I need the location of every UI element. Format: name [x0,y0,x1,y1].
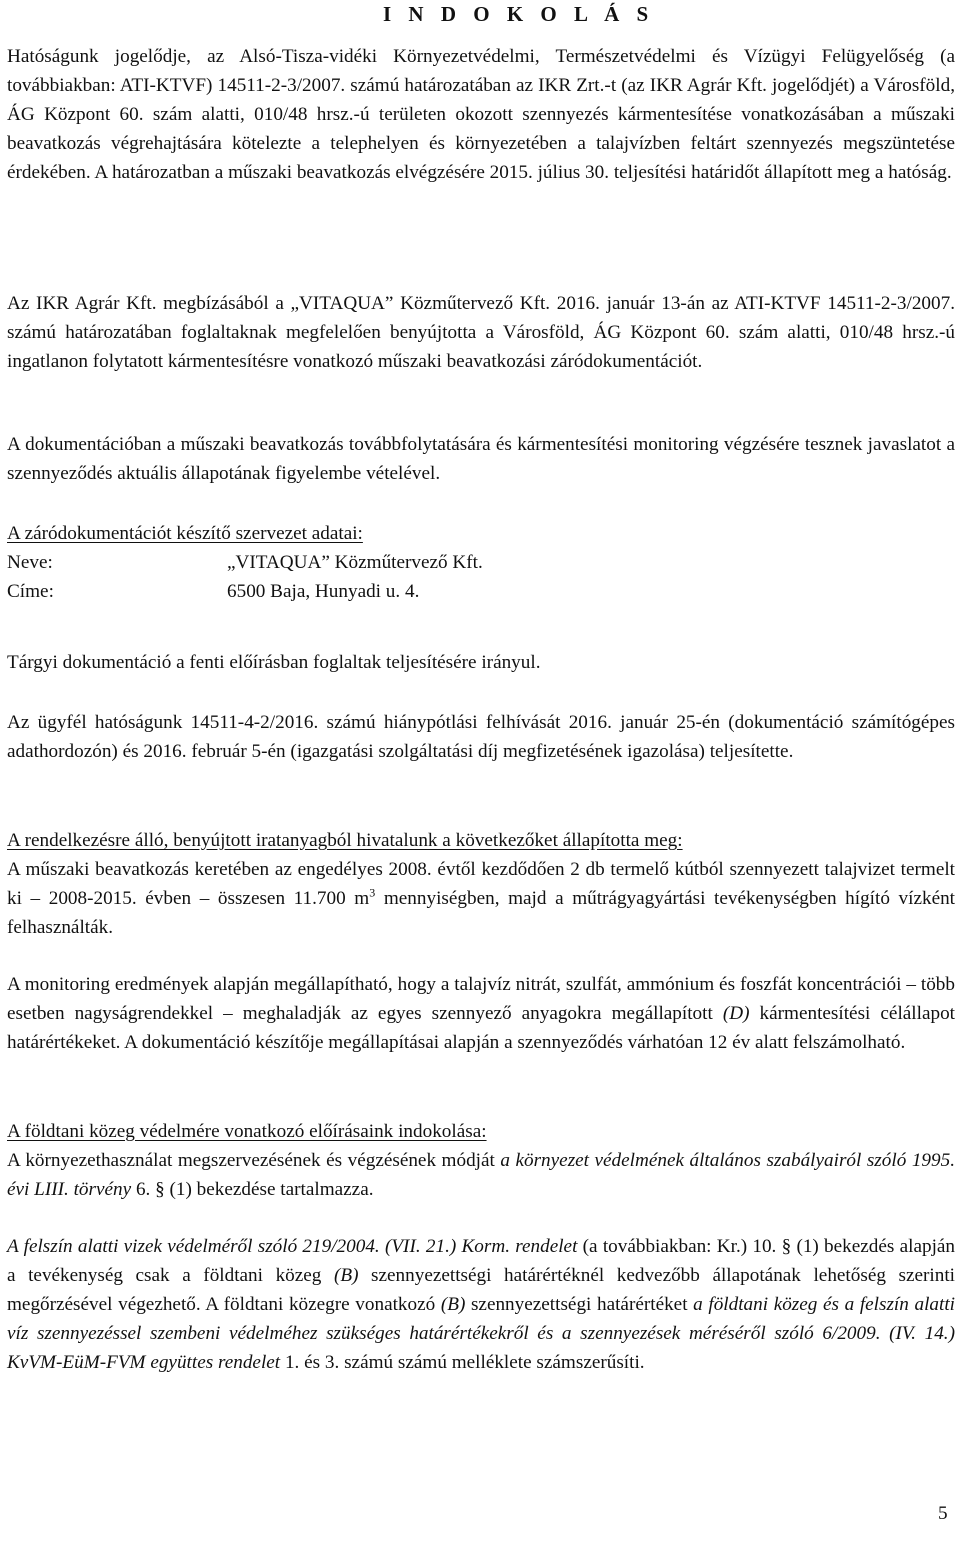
org-name-label: Neve: [7,552,53,573]
law1-text-b: a környezet védelmének általános szabályairól szóló 1995. évi LIII. törvény [7,1150,955,1200]
findings-title: A rendelkezésre álló, benyújtott iratanyagból hivatalunk a következőket állapította meg: [7,830,683,851]
org-block [7,519,955,606]
paragraph-monitoring [7,970,955,1057]
org-address-value: 6500 Baja, Hunyadi u. 4. [227,581,420,602]
findings-block [7,826,955,942]
monitoring-text-b: (D) [722,1003,750,1024]
paragraph-submission: Az IKR Agrár Kft. megbízásából a „VITAQUA” Közműtervező Kft. 2016. január 13-án az ATI-KTVF 14511-2-3/2007. számú határozatában foglaltaknak megfelelően benyújtotta a Városföld, ÁG Központ 60. szám alatti, 010/48 hrsz.-ú ingatlanon folytatott kármentesítésre vonatkozó műszaki beavatkozási záródokumentációt. [7,293,955,372]
org-address-label: Címe: [7,581,54,602]
law2-text-f: szennyezettségi határértéket [465,1294,694,1315]
monitoring-text-a: A monitoring eredmények alapján megállapítható, hogy a talajvíz nitrát, szulfát, ammónium és foszfát koncentrációi – több esetben nagyságrendekkel – meghaladják az egyes szennyező anyagokra megállapított [7,974,955,1024]
org-name-value: „VITAQUA” Közműtervező Kft. [227,552,483,573]
law2-text-c: (B) [333,1265,359,1286]
paragraph-subject: Tárgyi dokumentáció a fenti előírásban foglaltak teljesítésére irányul. [7,652,541,673]
page-number: 5 [938,1503,948,1524]
law1-text-a: A környezethasználat megszervezésének és végzésének módját [7,1150,501,1171]
paragraph-background: Hatóságunk jogelődje, az Alsó-Tisza-vidéki Környezetvédelmi, Természetvédelmi és Vízügyi Felügyelőség (a továbbiakban: ATI-KTVF) 14511-2-3/2007. számú határozatában az IKR Zrt.-t (az IKR Agrár Kft. jogelődjét) a Városföld, ÁG Központ 60. szám alatti, 010/48 hrsz.-ú területen okozott szennyezés kármentesítése vonatkozásában a műszaki beavatkozás végrehajtására kötelezte a telephelyen és környezetében a talajvízben feltárt szennyezés megszüntetése érdekében. A határozatban a műszaki beavatkozás elvégzésére 2015. július 30. teljesítési határidőt állapított meg a hatóság. [7,46,955,183]
findings-text [7,855,955,942]
page-title: I N D O K O L Á S [383,2,655,26]
org-address-row [7,577,955,606]
law2-text-d: szennyezettségi határértéknél kedvezőbb állapotának lehetőség szerinti megőrzésével végezhető. A földtani közegre vonatkozó [7,1265,955,1315]
unit-exponent: 3 [369,885,376,900]
law2-text-b: (a továbbiakban: Kr.) 10. § (1) bekezdés alapján a tevékenység csak a földtani közeg [7,1236,956,1286]
findings-text-a: A műszaki beavatkozás keretében az engedélyes 2008. évtől kezdődően 2 db termelő kútból szennyezett talajvizet termelt ki – 2008-2015. évben – összesen 11.700 m [7,859,955,909]
org-title: A záródokumentációt készítő szervezet adatai: [7,523,363,544]
law2-text-e: (B) [440,1294,466,1315]
law1-text-c: 6. § (1) bekezdése tartalmazza. [131,1179,374,1200]
paragraph-documentation: A dokumentációban a műszaki beavatkozás továbbfolytatására és kármentesítési monitoring végzésére tesznek javaslatot a szennyeződés aktuális állapotának figyelembe vételével. [7,434,955,484]
monitoring-text-c: kármentesítési célállapot határértékeket. A dokumentáció készítője megállapításai alapján a szennyeződés várhatóan 12 év alatt felszámolható. [7,1003,955,1053]
paragraph-completion: Az ügyfél hatóságunk 14511-4-2/2016. számú hiánypótlási felhívását 2016. január 25-én (dokumentáció számítógépes adathordozón) és 2016. február 5-én (igazgatási szolgáltatási díj megfizetésének igazolása) teljesítette. [7,712,955,762]
findings-text-b: mennyiségben, majd a műtrágyagyártási tevékenységben hígító vízként felhasználták. [7,888,956,938]
law2-text-a: A felszín alatti vizek védelméről szóló 219/2004. (VII. 21.) Korm. rendelet [7,1236,578,1257]
law-text-1 [7,1146,955,1204]
paragraph-law-2 [7,1232,955,1377]
law-block-1 [7,1117,955,1204]
org-name-row [7,548,955,577]
law2-text-h: 1. és 3. számú számú melléklete számszerűsíti. [280,1352,645,1373]
law-title: A földtani közeg védelmére vonatkozó előírásaink indokolása: [7,1121,487,1142]
law2-text-g: a földtani közeg és a felszín alatti víz szennyezéssel szembeni védelméhez szükséges határértékekről és a szennyezések méréséről szóló 6/2009. (IV. 14.) KvVM-EüM-FVM együttes rendelet [7,1294,955,1373]
